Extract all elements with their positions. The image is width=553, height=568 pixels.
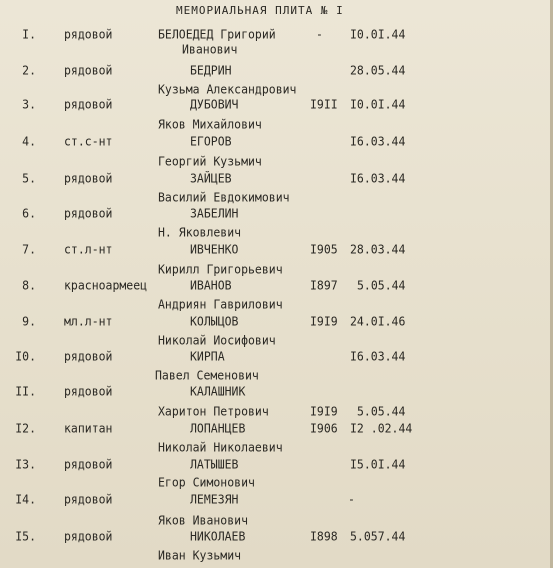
entry-number: 2.: [22, 62, 36, 78]
entry-rank: рядовой: [64, 348, 113, 364]
entry-rank: капитан: [64, 420, 113, 436]
entry-death-date: -: [348, 491, 355, 507]
entry-birth-year: I898: [310, 528, 338, 544]
entry-name-patronymic: Иван Кузьмич: [158, 547, 242, 563]
entry-surname: БЕДРИН: [190, 62, 232, 78]
entry-number: 5.: [22, 170, 36, 186]
entry-name-patronymic: Харитон Петрович: [158, 403, 269, 419]
entry-surname: КОЛЫЦОВ: [190, 313, 239, 329]
entry-death-date: 28.03.44: [350, 241, 406, 257]
entry-death-date: 5.057.44: [350, 528, 406, 544]
entry-name-patronymic: Николай Николаевич: [158, 439, 283, 455]
entry-name-patronymic: Иванович: [182, 41, 238, 57]
document-title: МЕМОРИАЛЬНАЯ ПЛИТА № I: [176, 4, 344, 17]
entry-surname: ЕГОРОВ: [190, 133, 232, 149]
entry-number: II.: [15, 383, 36, 399]
entry-name-patronymic: Яков Иванович: [158, 512, 249, 528]
entry-rank: рядовой: [64, 491, 113, 507]
entry-name-patronymic: Яков Михайлович: [158, 116, 262, 132]
entry-death-date: 28.05.44: [350, 62, 406, 78]
entry-death-date: I6.03.44: [350, 348, 406, 364]
entry-death-date: 5.05.44: [357, 277, 406, 293]
entry-number: 7.: [22, 241, 36, 257]
entry-number: I0.: [15, 348, 36, 364]
entry-surname: ИВЧЕНКО: [190, 241, 239, 257]
entry-number: 6.: [22, 205, 36, 221]
entry-rank: рядовой: [64, 456, 113, 472]
entry-surname: КАЛАШНИК: [190, 383, 246, 399]
entry-surname: ЛАТЫШЕВ: [190, 456, 239, 472]
entry-number: I5.: [15, 528, 36, 544]
entry-number: 3.: [22, 96, 36, 112]
entry-surname: ЛЕМЕЗЯН: [190, 491, 239, 507]
entry-death-date: 24.0I.46: [350, 313, 406, 329]
entry-name-patronymic: Георгий Кузьмич: [158, 153, 262, 169]
entry-surname: ЗАЙЦЕВ: [190, 170, 232, 186]
entry-birth-year: I9I9: [310, 313, 338, 329]
entry-name-patronymic: Н. Яковлевич: [158, 224, 242, 240]
entry-birth-year: I897: [310, 277, 338, 293]
entry-birth-year: -: [316, 26, 323, 42]
entry-surname: ЗАБЕЛИН: [190, 205, 239, 221]
entry-death-date: I0.0I.44: [350, 96, 406, 112]
entry-surname: ИВАНОВ: [190, 277, 232, 293]
entry-number: I3.: [15, 456, 36, 472]
entry-death-date: I2 .02.44: [350, 420, 413, 436]
entry-number: I4.: [15, 491, 36, 507]
entry-name-patronymic: Василий Евдокимович: [158, 189, 290, 205]
entry-name-patronymic: Кирилл Григорьевич: [158, 261, 283, 277]
entry-number: 8.: [22, 277, 36, 293]
entry-rank: рядовой: [64, 205, 113, 221]
entry-rank: рядовой: [64, 383, 113, 399]
entry-rank: мл.л-нт: [64, 313, 113, 329]
entry-name-patronymic: Андриян Гаврилович: [158, 296, 283, 312]
entry-birth-year: I9II: [310, 96, 338, 112]
entry-number: 4.: [22, 133, 36, 149]
entry-death-date: 5.05.44: [357, 403, 406, 419]
entry-rank: рядовой: [64, 26, 113, 42]
entry-rank: красноармеец: [64, 277, 148, 293]
entry-name-patronymic: Егор Симонович: [158, 474, 255, 490]
entry-birth-year: I906: [310, 420, 338, 436]
entry-surname: ЛОПАНЦЕВ: [190, 420, 246, 436]
entry-surname: НИКОЛАЕВ: [190, 528, 246, 544]
entry-number: I2.: [15, 420, 36, 436]
entry-number: 9.: [22, 313, 36, 329]
entry-rank: ст.с-нт: [64, 133, 113, 149]
entry-death-date: I0.0I.44: [350, 26, 406, 42]
entry-number: I.: [22, 26, 36, 42]
entry-name-patronymic: Кузьма Александрович: [158, 81, 297, 97]
entry-name-patronymic: Павел Семенович: [155, 367, 259, 383]
entry-death-date: I6.03.44: [350, 133, 406, 149]
entry-birth-year: I905: [310, 241, 338, 257]
entry-rank: рядовой: [64, 62, 113, 78]
entry-rank: ст.л-нт: [64, 241, 113, 257]
entry-rank: рядовой: [64, 96, 113, 112]
entry-rank: рядовой: [64, 170, 113, 186]
entry-surname: КИРПА: [190, 348, 225, 364]
entry-birth-year: I9I9: [310, 403, 338, 419]
entry-surname: БЕЛОЕДЕД Григорий: [158, 26, 276, 42]
entry-rank: рядовой: [64, 528, 113, 544]
entry-surname: ДУБОВИЧ: [190, 96, 239, 112]
entry-name-patronymic: Николай Иосифович: [158, 332, 276, 348]
entry-death-date: I5.0I.44: [350, 456, 406, 472]
entry-death-date: I6.03.44: [350, 170, 406, 186]
